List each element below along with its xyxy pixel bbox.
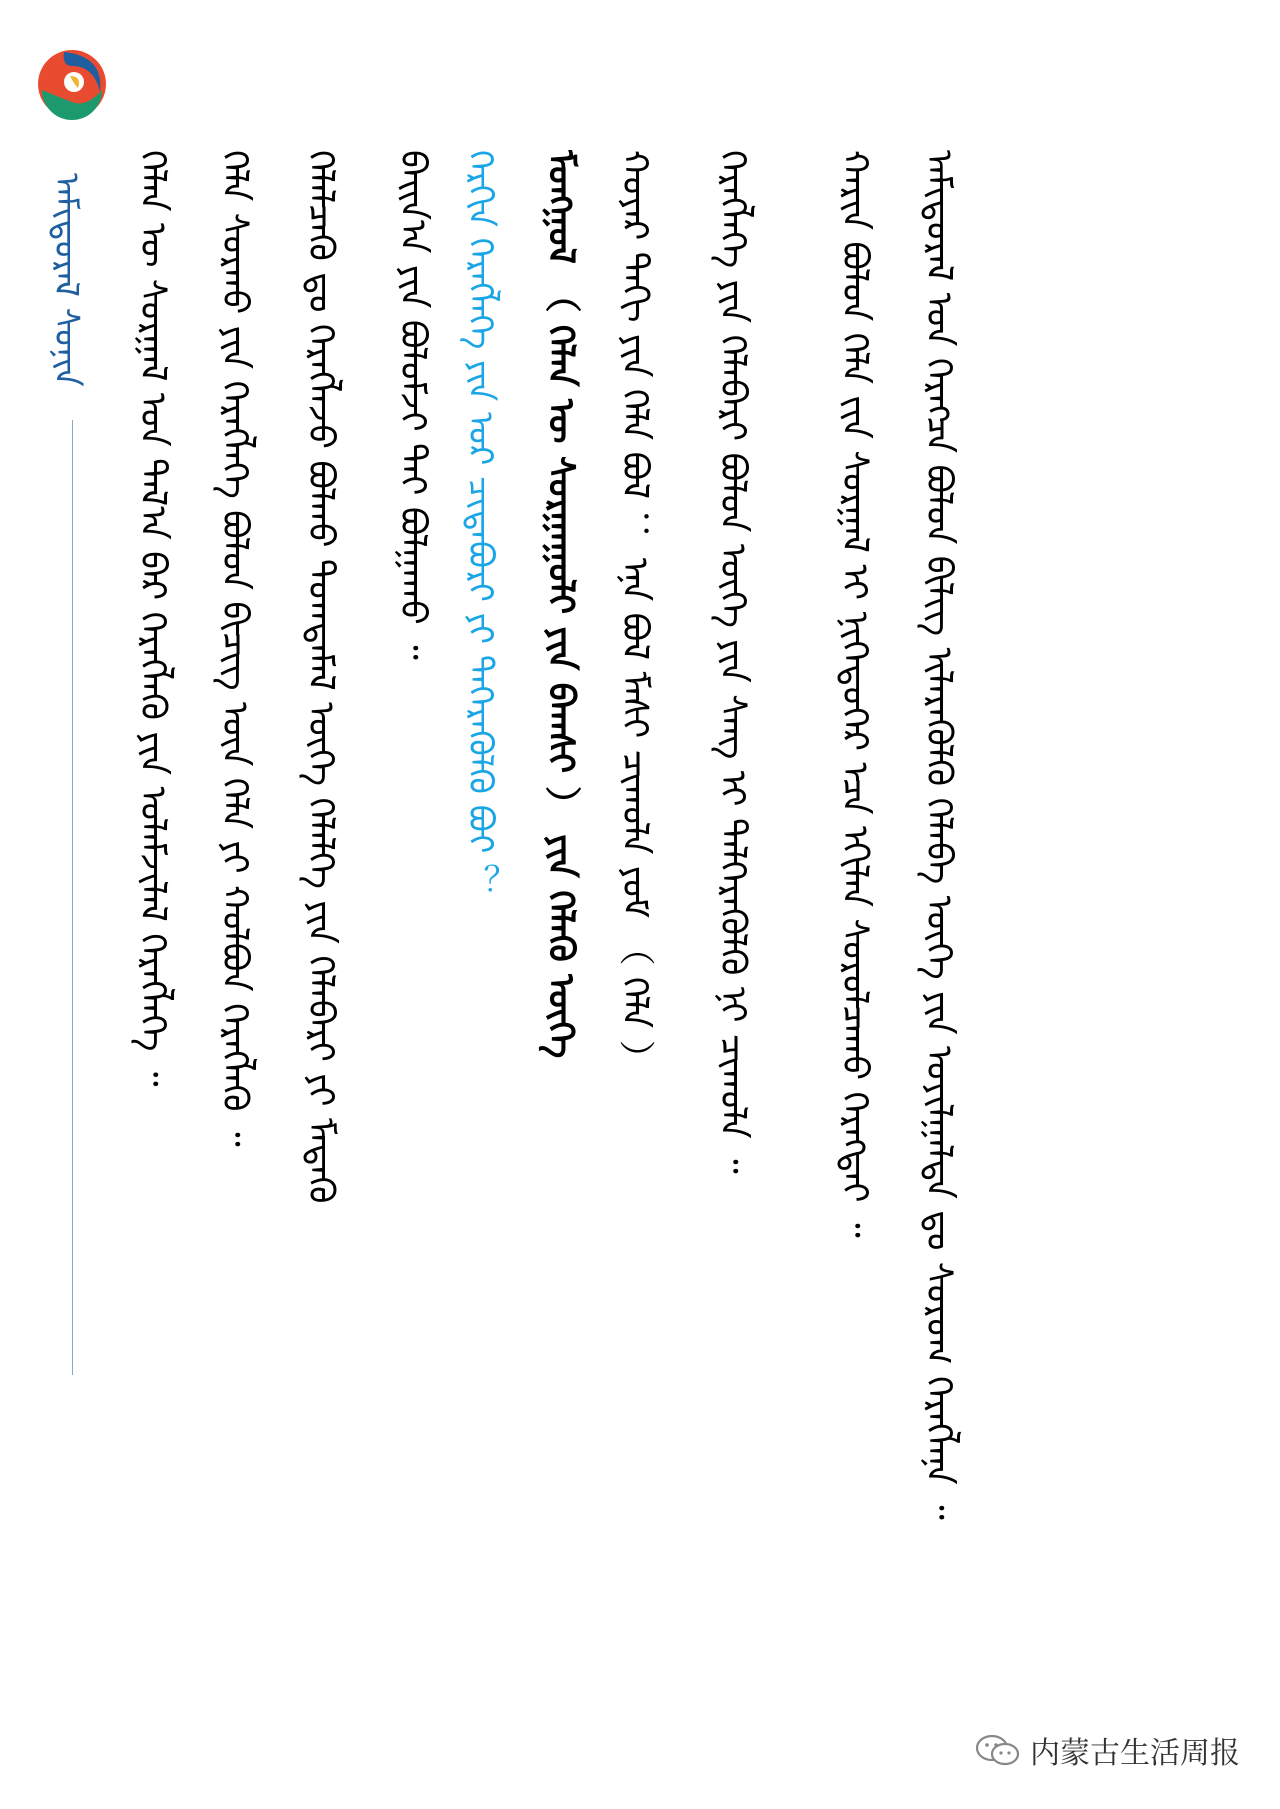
brand-logo-icon — [34, 46, 110, 122]
wechat-icon — [974, 1733, 1022, 1767]
text-column-3: ᠬᠡᠷᠡᠭᠯᠡᠭᠡ ᠶᠢᠨ ᠬᠡᠯᠡᠪᠡᠷᠢ ᠪᠣᠯᠤᠨ ᠦᠭᠡ ᠶᠢᠨ ᠰᠠᠩ ᠢ ᠳᠡᠯᠭᠡᠷᠡᠭᠦᠯᠬᠦ ᠨᠢ ᠴᠢᠬᠤᠯᠠ ᠃ — [712, 150, 753, 1174]
watermark-text: 内蒙古生活周报 — [1030, 1736, 1240, 1771]
text-column-4: ᠬᠣᠶᠠᠷ ᠳᠠᠬᠢ ᠶᠢᠨ ᠬᠡᠯᠡ ᠪᠣᠯ ： ᠡᠨᠡ ᠪᠣᠯ ᠮᠠᠰᠢ ᠴᠢᠬᠤᠯᠠ ᠶᠤᠮ （ ᠬᠡᠯᠡ ） — [614, 150, 655, 1076]
text-column-9: ᠬᠡᠯᠡ ᠰᠤᠷᠬᠤ ᠶᠢᠨ ᠬᠡᠷᠡᠭᠯᠡᠭᠡ ᠪᠣᠯᠤᠨ ᠪᠢᠴᠢᠭ ᠦᠨ ᠬᠡᠯᠡ ᠶᠢ ᠬᠣᠯᠪᠣᠨ ᠬᠡᠷᠡᠭᠯᠡᠬᠦ ᠃ — [214, 150, 255, 1147]
brand-divider — [72, 420, 73, 1375]
text-column-5: ᠮᠣᠩᠭᠣᠯ （ ᠬᠡᠯᠡᠨ ᠦ ᠰᠤᠷᠭᠠᠭᠤᠯᠢ ᠶᠢᠨ ᠪᠠᠭᠰᠢ ） ᠶᠢᠨ ᠬᠡᠯᠡᠬᠦ ᠦᠭᠡ — [540, 150, 581, 1059]
watermark — [974, 1728, 1240, 1772]
text-column-10: ᠬᠡᠯᠡᠨ ᠦ ᠰᠤᠷᠭᠠᠯ ᠤᠨ ᠲᠠᠯ᠎ᠠ ᠪᠠᠷ ᠬᠡᠷᠡᠭᠯᠡᠬᠦ ᠶᠢᠨ ᠤᠯᠠᠮᠵᠢᠯᠠᠯ ᠬᠡᠷᠡᠭᠯᠡᠭᠡ ᠃ — [132, 150, 173, 1087]
text-column-2: ᠬᠠᠷᠢᠨ ᠪᠣᠯᠣᠨ ᠬᠡᠯᠡ ᠵᠢᠨ ᠰᠤᠷᠭᠠᠯ ᠢ ᠨᠢᠭᠡᠳᠦᠭᠡᠷ ᠡᠴᠡ ᠡᠬᠢᠯᠡᠨ ᠰᠤᠷᠤᠯᠴᠠᠬᠤ ᠬᠡᠷᠡᠭᠲᠡᠢ ᠃ — [834, 150, 875, 1238]
text-column-1: ᠠᠮᠢᠳᠤᠷᠠᠯ ᠤᠨ ᠬᠡᠷᠡᠭᠴᠡ ᠪᠣᠯᠤᠨ ᠪᠢᠯᠢᠭ ᠢᠯᠡᠷᠡᠭᠦᠯᠬᠦ ᠬᠡᠯᠡᠪᠡ ᠦᠭᠡ ᠶᠢᠨ ᠣᠶᠢᠯᠭᠠᠯᠲᠠ ᠳᠤ ᠰᠤᠷᠤᠭ ᠬᠡᠷᠡᠭᠯᠡᠨᠡ ᠃ — [918, 150, 959, 1520]
brand-title: ᠠᠮᠢᠳᠤᠷᠠᠯ ᠰᠣᠨᠢᠨ — [46, 173, 86, 387]
question-heading: ᠬᠡᠷᠬᠢᠨ ᠬᠡᠷᠡᠭᠯᠡᠭᠡ ᠶᠢᠨ ᠤᠷ ᠴᠢᠳᠠᠪᠤᠷᠢ ᠶᠢ ᠳᠡᠭᠡᠷᠡᠭᠦᠯᠬᠦ ᠪᠤᠢ ？ — [460, 150, 500, 899]
text-column-8: ᠬᠡᠯᠡᠯᠴᠡᠬᠦ ᠳᠤ ᠬᠡᠷᠡᠭᠯᠡᠵᠦ ᠪᠣᠯᠬᠤ ᠲᠣᠭᠲᠠᠮᠠᠯ ᠦᠭᠡ ᠬᠡᠯᠡᠯᠭᠡ ᠶᠢᠨ ᠬᠡᠯᠡᠪᠡᠷᠢ ᠶᠢ ᠮᠡᠳᠡᠬᠦ — [300, 150, 341, 1204]
text-column-7: ᠪᠠᠢᠨ᠎ᠠ ᠶᠢᠨ ᠪᠣᠯᠣᠮᠵᠢ ᠲᠠᠢ ᠪᠣᠯᠭᠠᠬᠤ ᠃ — [392, 150, 433, 660]
